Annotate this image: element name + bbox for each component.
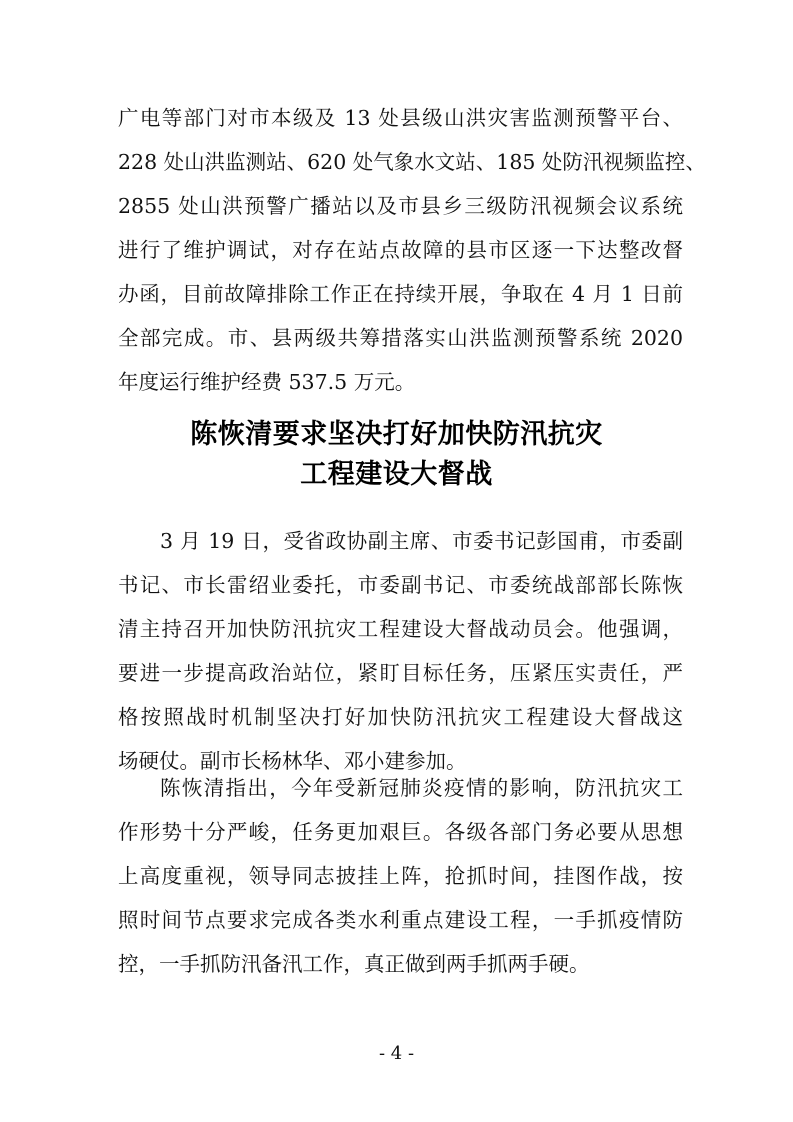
text-line: 格按照战时机制坚决打好加快防汛抗灾工程建设大督战这 [118,705,683,729]
text-line: 全部完成。市、县两级共筹措落实山洪监测预警系统 2020 [118,326,683,350]
text-line: 控，一手抓防汛备汛工作，真正做到两手抓两手硬。 [118,952,590,976]
text-line: 书记、市长雷绍业委托，市委副书记、市委统战部部长陈恢 [118,573,683,597]
text-line: 陈恢清指出，今年受新冠肺炎疫情的影响，防汛抗灾工 [160,776,683,800]
text-line: 2855 处山洪预警广播站以及市县乡三级防汛视频会议系统 [118,194,683,218]
text-line: 清主持召开加快防汛抗灾工程建设大督战动员会。他强调， [118,617,683,641]
text-line: 场硬仗。副市长杨林华、邓小建参加。 [118,749,467,773]
article-title-line: 工程建设大督战 [300,459,493,490]
text-line: 228 处山洪监测站、620 处气象水文站、185 处防汛视频监控、 [118,150,706,174]
text-line: 3 月 19 日，受省政协副主席、市委书记彭国甫，市委副 [160,529,683,553]
article-title-line: 陈恢清要求坚决打好加快防汛抗灾 [190,419,603,450]
text-line: 上高度重视，领导同志披挂上阵，抢抓时间，挂图作战，按 [118,864,683,888]
page-number: - 4 - [378,1043,415,1064]
text-line: 广电等部门对市本级及 13 处县级山洪灾害监测预警平台、 [118,106,683,130]
article-paragraph-2 [118,766,683,986]
article-title [0,415,793,495]
text-line: 要进一步提高政治站位，紧盯目标任务，压紧压实责任，严 [118,661,683,685]
text-line: 办函，目前故障排除工作正在持续开展，争取在 4 月 1 日前 [118,282,683,306]
text-line: 照时间节点要求完成各类水利重点建设工程，一手抓疫情防 [118,908,683,932]
article-paragraph-1 [118,519,683,783]
text-line: 进行了维护调试，对存在站点故障的县市区逐一下达整改督 [118,238,683,262]
intro-paragraph [118,96,706,404]
text-line: 作形势十分严峻，任务更加艰巨。各级各部门务必要从思想 [118,820,683,844]
text-line: 年度运行维护经费 537.5 万元。 [118,370,416,394]
